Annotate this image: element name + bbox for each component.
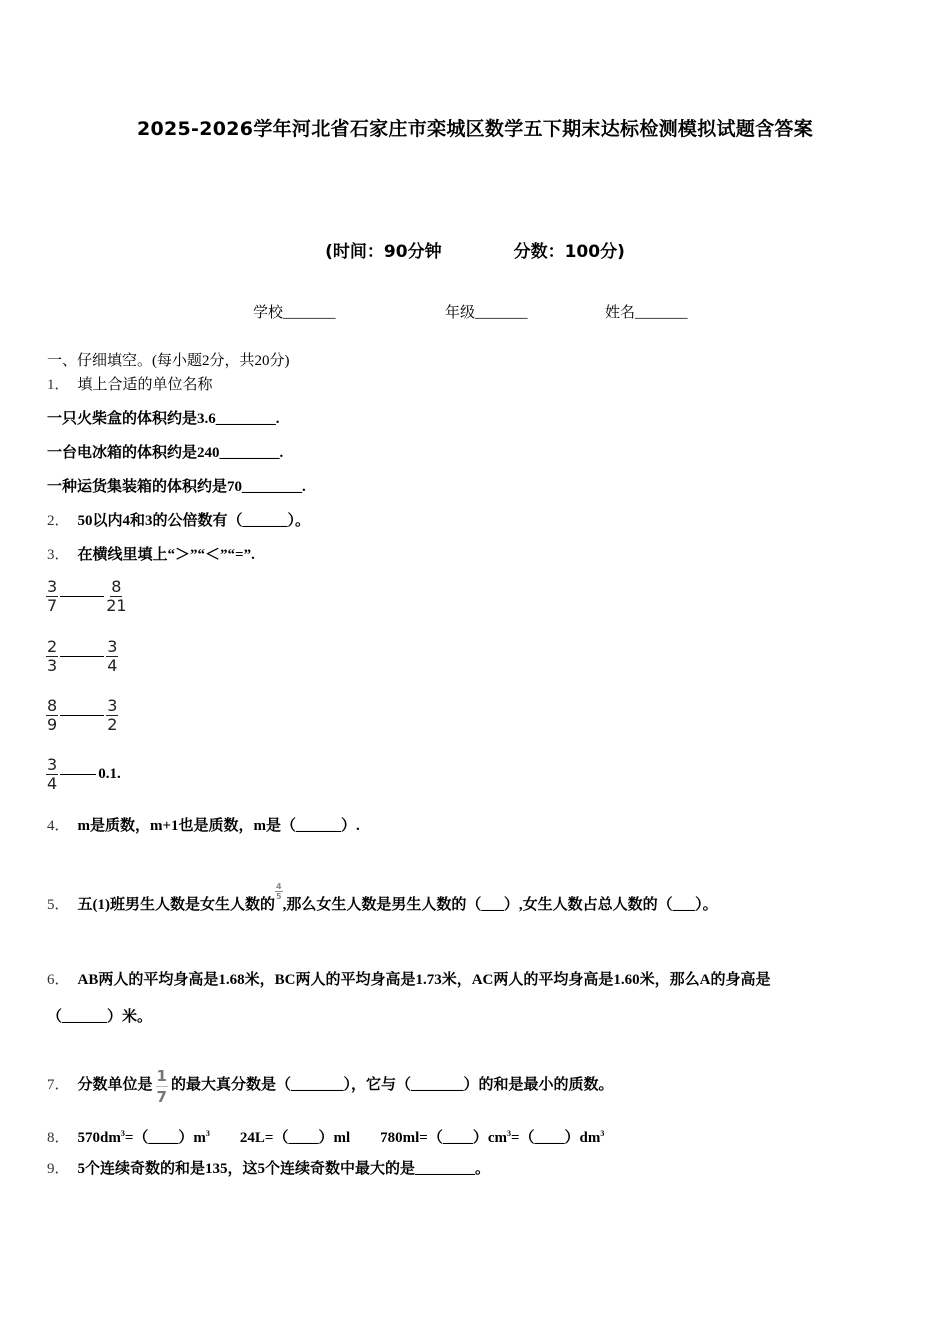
question-2: 2． 50以内4和3的公倍数有（______）。 [47,513,311,529]
document-title: 2025-2026学年河北省石家庄市栾城区数学五下期末达标检测模拟试题含答案 [136,118,814,140]
compare-pair-1: $\frac{3}{7}$ $\frac{8}{21}$ [47,577,127,615]
section-heading: 一、仔细填空。(每小题2分，共20分) [47,353,290,369]
answer-blank [60,774,96,775]
exam-time: (时间：90分钟 [325,242,442,262]
school-field: 学校_______ [253,305,336,321]
question-1: 1． 填上合适的单位名称 [47,377,213,393]
answer-blank [60,715,104,716]
question-9: 9． 5个连续奇数的和是135，这5个连续奇数中最大的是________。 [47,1161,491,1177]
answer-blank [60,656,104,657]
answer-blank [60,596,104,597]
grade-field: 年级_______ [445,305,528,321]
exam-score: 分数：100分) [513,242,625,262]
q1-line-1: 一只火柴盒的体积约是3.6________. [47,411,280,427]
question-4: 4． m是质数，m+1也是质数，m是（______）. [47,818,360,834]
compare-pair-2: $\frac{2}{3}$ $\frac{3}{4}$ [47,637,118,675]
question-3: 3． 在横线里填上“＞”“＜”“=”. [47,547,255,563]
question-6-continued: （______）米。 [47,1009,153,1025]
question-6: 6． AB两人的平均身高是1.68米，BC两人的平均身高是1.73米，AC两人的平均身高是1.60米，那么A的身高是 [47,972,771,988]
question-8: 8． $570dm^3=(\_\_\_\_)m^3$ 24L=（____）ml $780ml=(\_\_\_\_)cm^3=(\_\_\_\_)dm^3$ [47,1129,605,1146]
compare-pair-4: $\frac{3}{4}$ 0.1. [47,755,121,793]
name-field: 姓名_______ [605,305,688,321]
q1-line-3: 一种运货集装箱的体积约是70________. [47,479,306,495]
question-5: 5． 五(1)班男生人数是女生人数的 $\frac{4}{5}$ ,那么女生人数是男生人数的（___）,女生人数占总人数的（___）。 [47,882,718,913]
exam-info [0,237,950,262]
question-7: 7． 分数单位是 $\frac{1}{7}$ 的最大真分数是（_______），它与（_______）的和是最小的质数。 [47,1067,614,1106]
compare-pair-3: $\frac{8}{9}$ $\frac{3}{2}$ [47,696,118,734]
q1-line-2: 一台电冰箱的体积约是240________. [47,445,284,461]
